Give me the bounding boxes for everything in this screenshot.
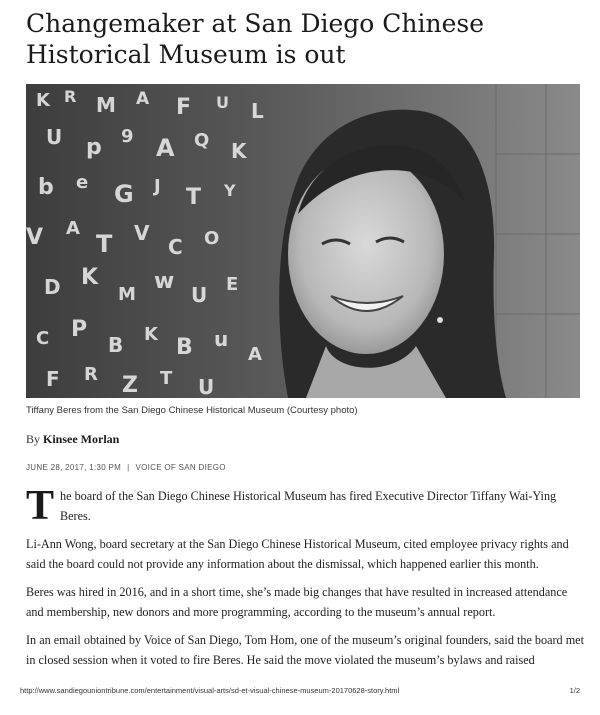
svg-text:T: T: [160, 368, 173, 389]
svg-text:B: B: [108, 333, 124, 357]
svg-text:U: U: [198, 375, 215, 398]
svg-text:w: w: [154, 269, 175, 294]
paragraph-lead: [26, 483, 586, 529]
drop-cap: T: [26, 483, 55, 529]
svg-text:P: P: [71, 317, 88, 342]
svg-text:R: R: [64, 87, 77, 106]
svg-text:K: K: [81, 265, 99, 290]
svg-text:K: K: [231, 139, 247, 163]
source-link[interactable]: VOICE OF SAN DIEGO: [135, 463, 226, 472]
paragraph-text: he board of the San Diego Chinese Historical Museum has fired Executive Director Tiffany Wai-Ying Beres.: [60, 489, 557, 523]
svg-text:Z: Z: [122, 373, 138, 398]
svg-text:A: A: [248, 344, 262, 365]
svg-text:U: U: [46, 125, 63, 149]
svg-text:L: L: [251, 99, 264, 123]
svg-text:T: T: [186, 185, 202, 210]
footer-url: http://www.sandiegouniontribune.com/entertainment/visual-arts/sd-et-visual-chinese-museum-20170628-story.html: [20, 686, 400, 695]
svg-text:e: e: [76, 172, 89, 193]
svg-text:C: C: [36, 328, 50, 349]
svg-text:U: U: [191, 283, 208, 307]
svg-text:p: p: [86, 135, 102, 160]
article-photo: [26, 84, 580, 398]
article-headline: Changemaker at San Diego Chinese Historical Museum is out: [26, 9, 485, 69]
svg-text:J: J: [154, 176, 161, 197]
svg-text:V: V: [134, 221, 150, 245]
svg-text:u: u: [214, 327, 229, 351]
svg-text:B: B: [176, 335, 193, 360]
svg-text:F: F: [176, 95, 192, 120]
photo-caption: Tiffany Beres from the San Diego Chinese Historical Museum (Courtesy photo): [26, 405, 358, 416]
page-number: 1/2: [569, 686, 580, 695]
svg-text:A: A: [156, 134, 175, 162]
svg-text:U: U: [216, 93, 229, 112]
svg-text:D: D: [44, 275, 61, 299]
byline: [26, 432, 119, 447]
svg-text:O: O: [204, 228, 220, 249]
svg-text:A: A: [66, 218, 80, 239]
publish-date: JUNE 28, 2017, 1:30 PM: [26, 463, 122, 472]
svg-text:b: b: [38, 175, 54, 200]
paragraph: In an email obtained by Voice of San Diego, Tom Hom, one of the museum’s original founders, said the board met in closed session when it voted to fire Beres. He said the move violated the museum’s bylaws and raised: [26, 633, 584, 667]
svg-text:K: K: [144, 324, 158, 345]
svg-text:9: 9: [121, 126, 134, 147]
dateline-separator: |: [127, 463, 130, 472]
paragraph: Li-Ann Wong, board secretary at the San Diego Chinese Historical Museum, cited employee privacy rights and said the board could not provide any information about the dismissal, which happened earlier this month.: [26, 537, 569, 571]
svg-text:V: V: [26, 225, 44, 250]
svg-text:Y: Y: [224, 181, 236, 200]
svg-text:E: E: [226, 274, 239, 295]
svg-text:M: M: [118, 284, 136, 305]
svg-text:F: F: [46, 367, 60, 391]
svg-text:K: K: [36, 90, 50, 111]
svg-text:M: M: [96, 93, 116, 117]
svg-text:Q: Q: [194, 130, 210, 151]
paragraph: Beres was hired in 2016, and in a short time, she’s made big changes that have resulted in increased attendance and membership, new donors and more programming, according to the museum’s annual report.: [26, 585, 568, 619]
svg-text:C: C: [168, 235, 183, 259]
byline-prefix: By: [26, 432, 41, 446]
svg-text:G: G: [114, 180, 134, 208]
dateline: [26, 463, 226, 472]
svg-text:T: T: [96, 230, 113, 258]
author-link[interactable]: Kinsee Morlan: [43, 432, 120, 446]
svg-text:A: A: [136, 89, 150, 109]
photo-illustration: [26, 84, 580, 398]
svg-text:R: R: [84, 364, 98, 385]
